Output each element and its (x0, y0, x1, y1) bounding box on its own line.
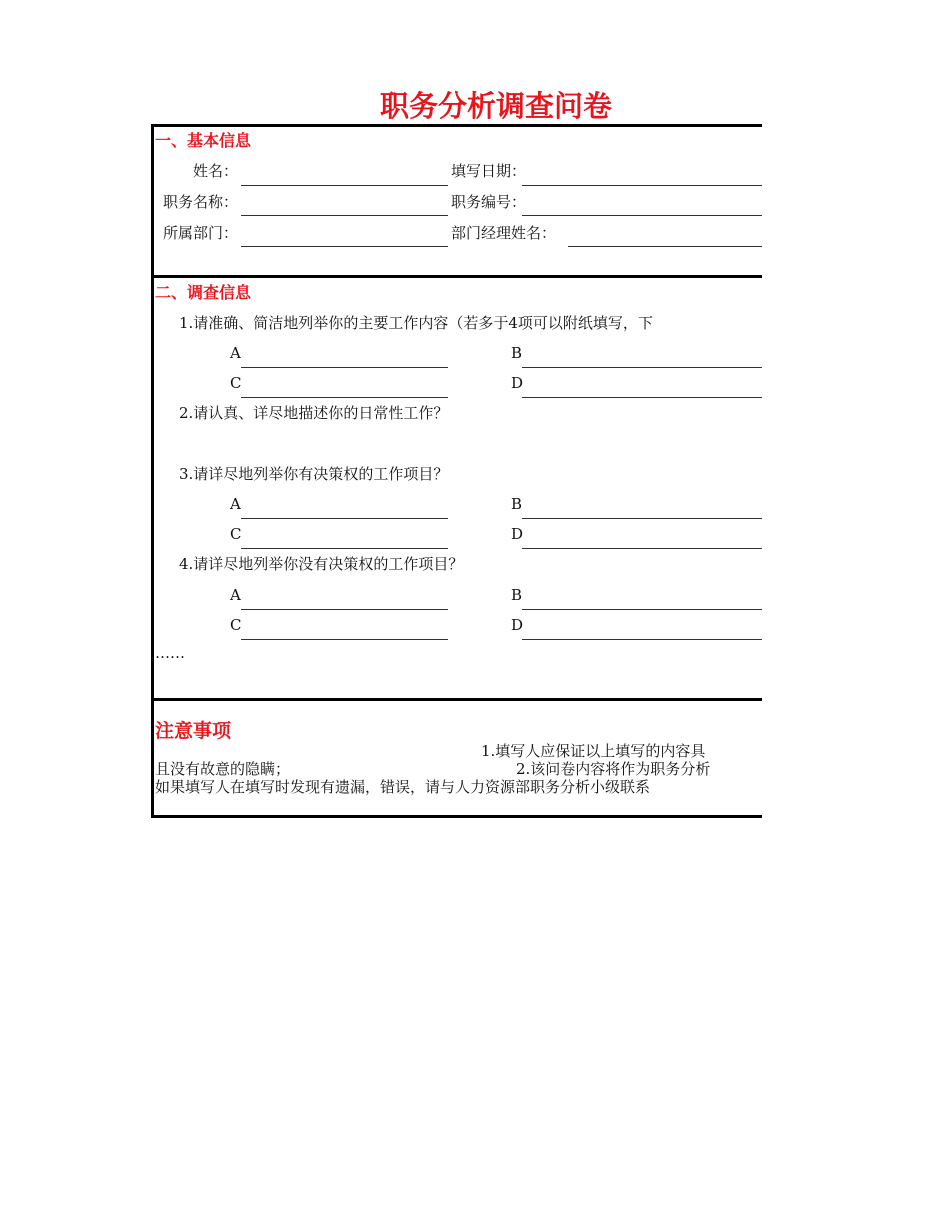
date-label: 填写日期： (451, 162, 527, 180)
notes-line-3: 如果填写人在填写时发现有遗漏，错误，请与人力资源部职务分析小级联系 (155, 778, 651, 796)
q1-label-b: B (511, 344, 523, 362)
q4-label-b: B (511, 586, 523, 604)
q4-field-d[interactable] (522, 639, 762, 640)
q3-label-c: C (230, 525, 242, 543)
q4-label-c: C (230, 616, 242, 634)
q4-field-c[interactable] (241, 639, 448, 640)
notes-line-1: 1.填写人应保证以上填写的内容具 (481, 742, 706, 760)
manager-field[interactable] (568, 246, 762, 247)
job-code-label: 职务编号： (451, 193, 527, 211)
job-title-label: 职务名称： (162, 193, 238, 211)
survey-heading: 二、调查信息 (155, 283, 252, 302)
q3-label-b: B (511, 495, 523, 513)
q4-field-b[interactable] (522, 609, 762, 610)
notes-line-2b: 2.该问卷内容将作为职务分析 (516, 760, 711, 778)
q1-label-c: C (230, 374, 242, 392)
name-field[interactable] (241, 185, 448, 186)
q4-label-a: A (230, 586, 241, 604)
notes-line-2a: 且没有故意的隐瞒； (155, 760, 291, 778)
q3-field-d[interactable] (522, 548, 762, 549)
department-field[interactable] (241, 246, 448, 247)
q4-field-a[interactable] (241, 609, 448, 610)
page-title: 职务分析调查问卷 (380, 89, 613, 123)
q3-label-d: D (511, 525, 524, 543)
date-field[interactable] (522, 185, 762, 186)
question-4: 4.请详尽地列举你没有决策权的工作项目？ (179, 555, 464, 573)
q1-label-d: D (511, 374, 524, 392)
q1-field-b[interactable] (522, 367, 762, 368)
q4-label-d: D (511, 616, 524, 634)
name-label: 姓名： (192, 162, 238, 180)
ellipsis: …… (155, 644, 185, 662)
q3-field-b[interactable] (522, 518, 762, 519)
department-label: 所属部门： (162, 224, 238, 242)
q1-field-a[interactable] (241, 367, 448, 368)
question-2: 2.请认真、详尽地描述你的日常性工作？ (179, 404, 449, 422)
notes-heading: 注意事项 (155, 720, 232, 742)
question-1: 1.请准确、简洁地列举你的主要工作内容（若多于4项可以附纸填写，下 (179, 314, 653, 332)
border-top (151, 124, 762, 127)
basic-info-heading: 一、基本信息 (155, 131, 252, 150)
q1-field-d[interactable] (522, 397, 762, 398)
question-3: 3.请详尽地列举你有决策权的工作项目？ (179, 465, 449, 483)
manager-label: 部门经理姓名： (451, 224, 557, 242)
q3-field-c[interactable] (241, 548, 448, 549)
job-code-field[interactable] (522, 215, 762, 216)
q1-field-c[interactable] (241, 397, 448, 398)
q1-label-a: A (230, 344, 241, 362)
border-bottom (151, 815, 762, 818)
q3-label-a: A (230, 495, 241, 513)
q3-field-a[interactable] (241, 518, 448, 519)
divider-2 (151, 698, 762, 701)
divider-1 (151, 275, 762, 278)
job-title-field[interactable] (241, 215, 448, 216)
